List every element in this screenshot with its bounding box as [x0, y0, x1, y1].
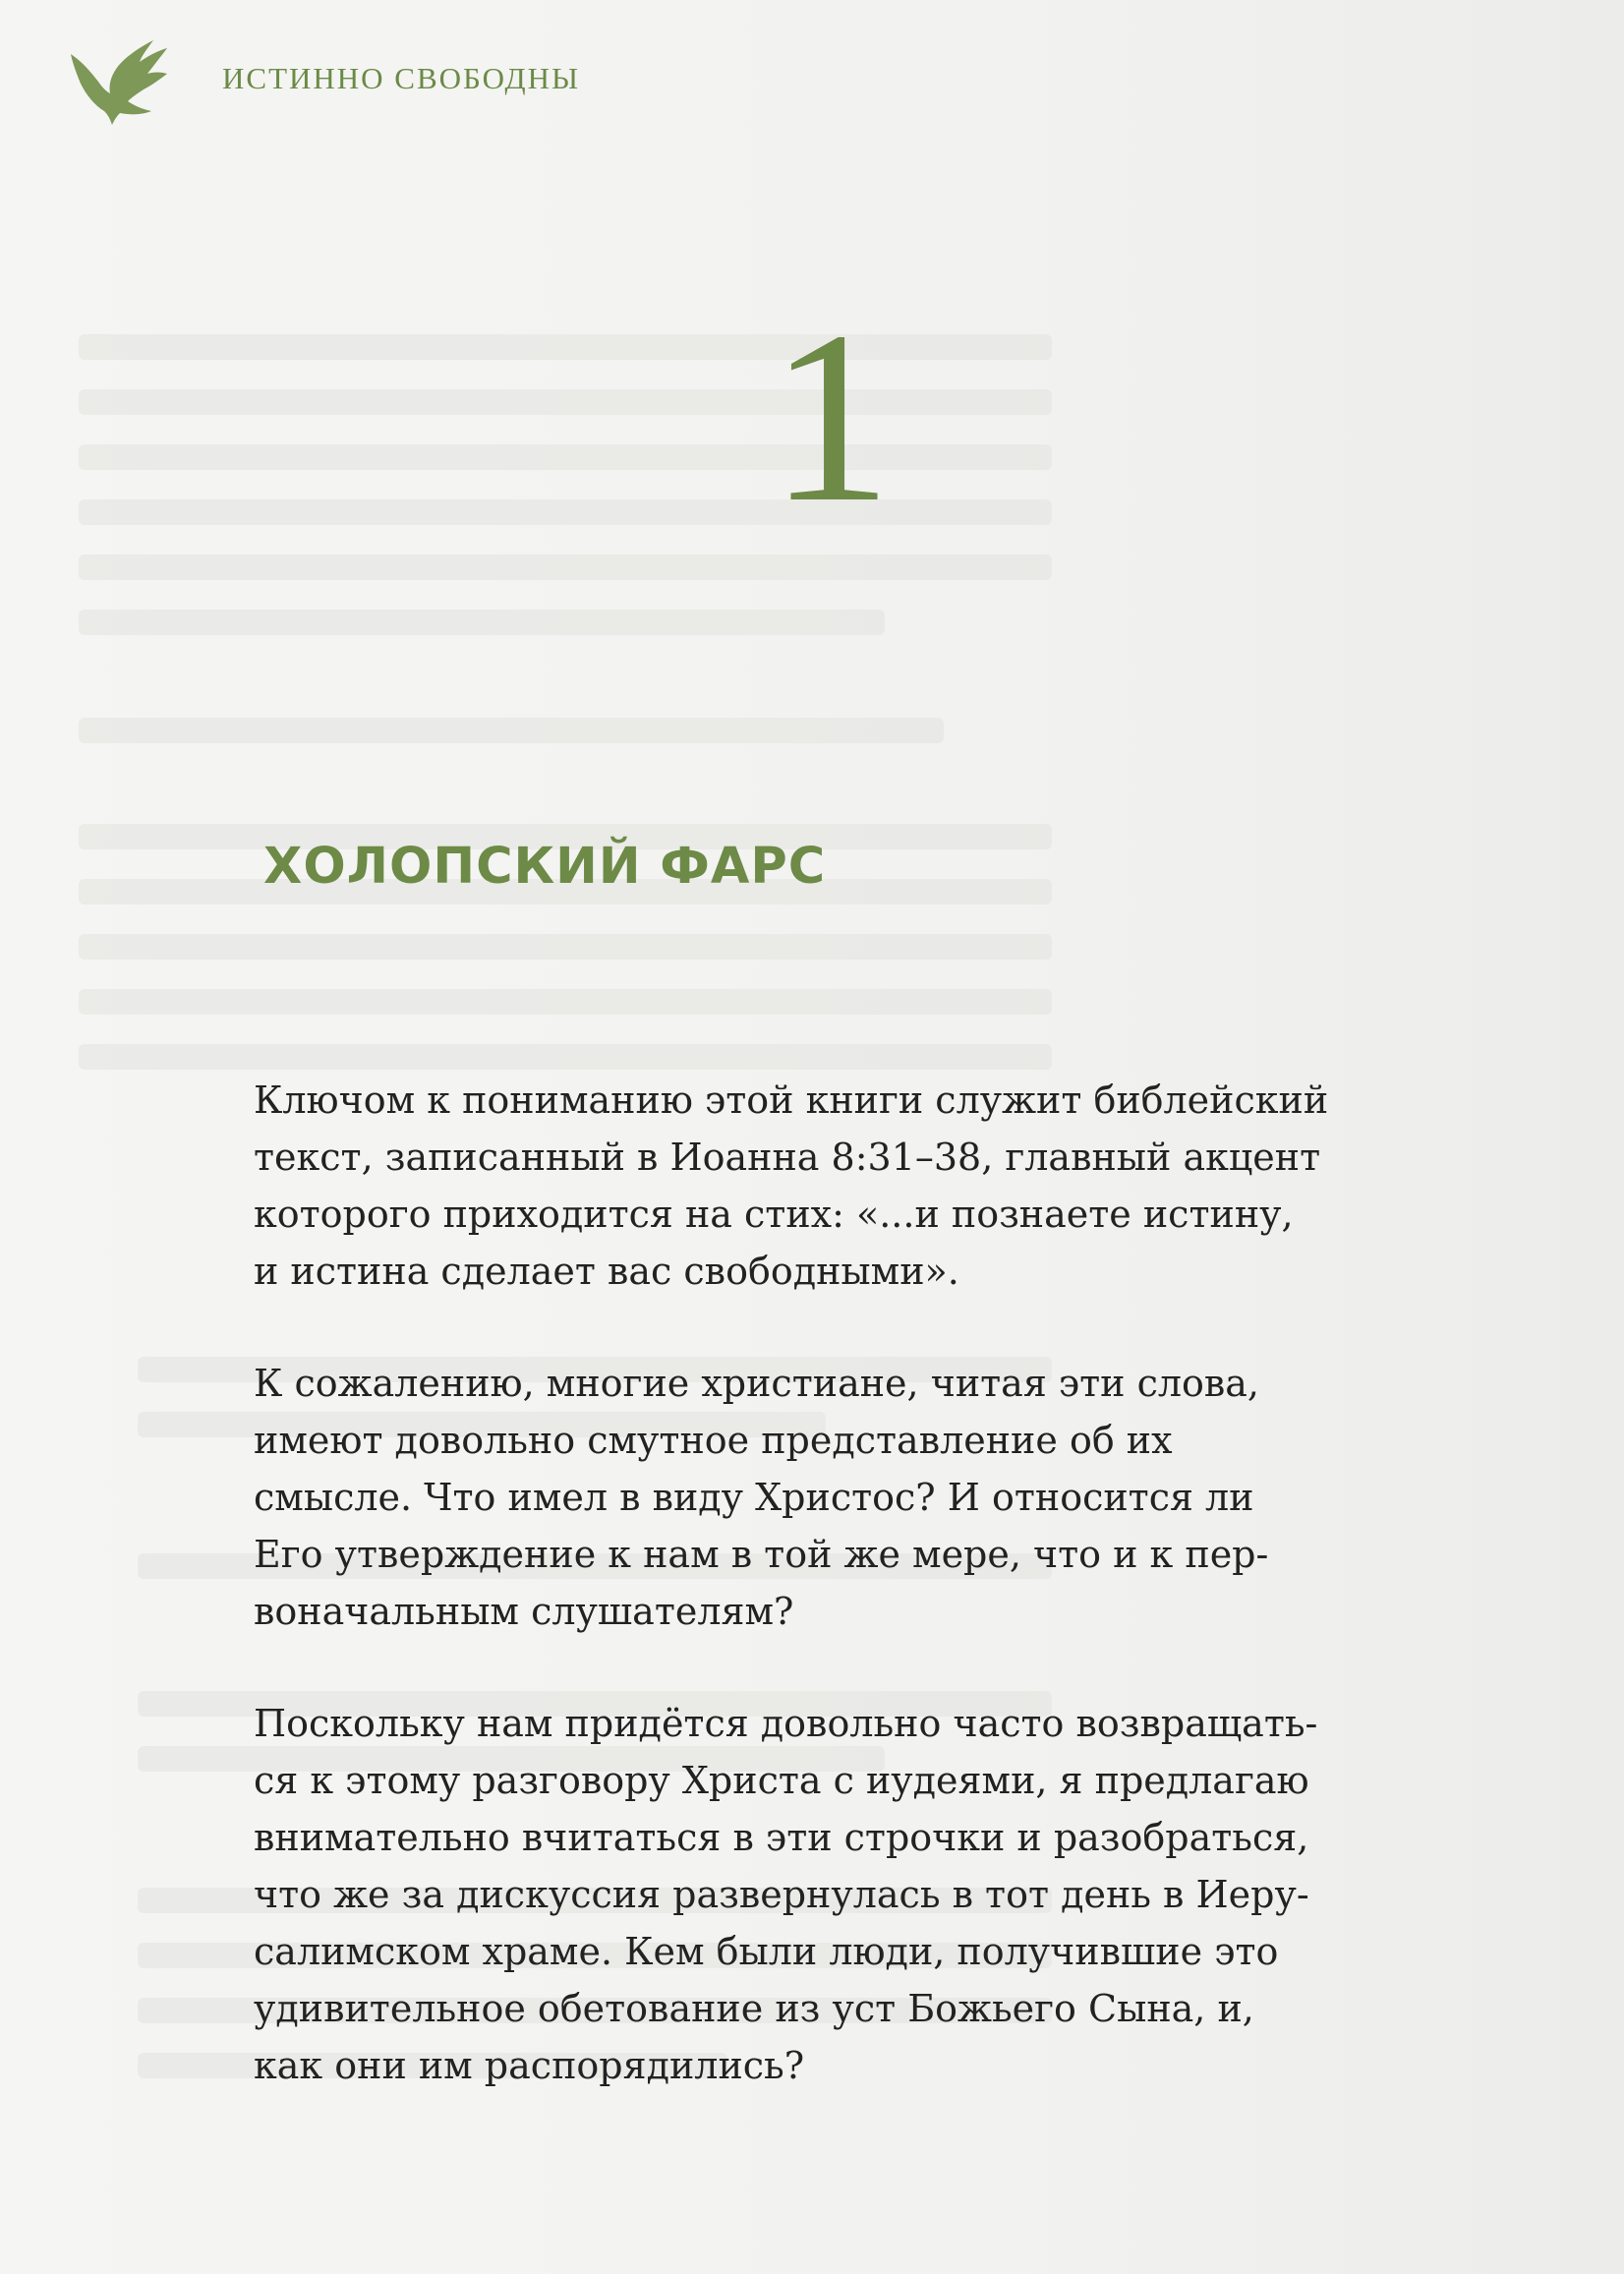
body-text: [254, 1072, 1404, 2149]
paragraph: Поскольку нам придётся довольно часто возвращать- ся к этому разговору Христа с иудеями, я предлагаю внимательно вчитаться в эти строчки и разобраться, что же за дискуссия развернулась в тот день в Иеру- салимском храме. Кем были люди, получившие это удивительное обетование из уст Божьего Сына, и, как они им распорядились?: [254, 1702, 1318, 2087]
paragraph: Ключом к пониманию этой книги служит библейский текст, записанный в Иоанна 8:31–38, главный акцент которого приходится на стих: «...и познаете истину, и истина сделает вас свободными».: [254, 1079, 1329, 1293]
eagle-icon: [69, 32, 171, 125]
running-title: ИСТИННО СВОБОДНЫ: [222, 61, 581, 95]
page-header: [69, 29, 580, 128]
chapter-number: 1: [769, 281, 893, 554]
paragraph: К сожалению, многие христиане, читая эти слова, имеют довольно смутное представление об их смысле. Что имел в виду Христос? И относится ли Его утверждение к нам в той же мере, что и к пер- воначальным слушателям?: [254, 1362, 1269, 1633]
chapter-title: ХОЛОПСКИЙ ФАРС: [263, 838, 827, 896]
